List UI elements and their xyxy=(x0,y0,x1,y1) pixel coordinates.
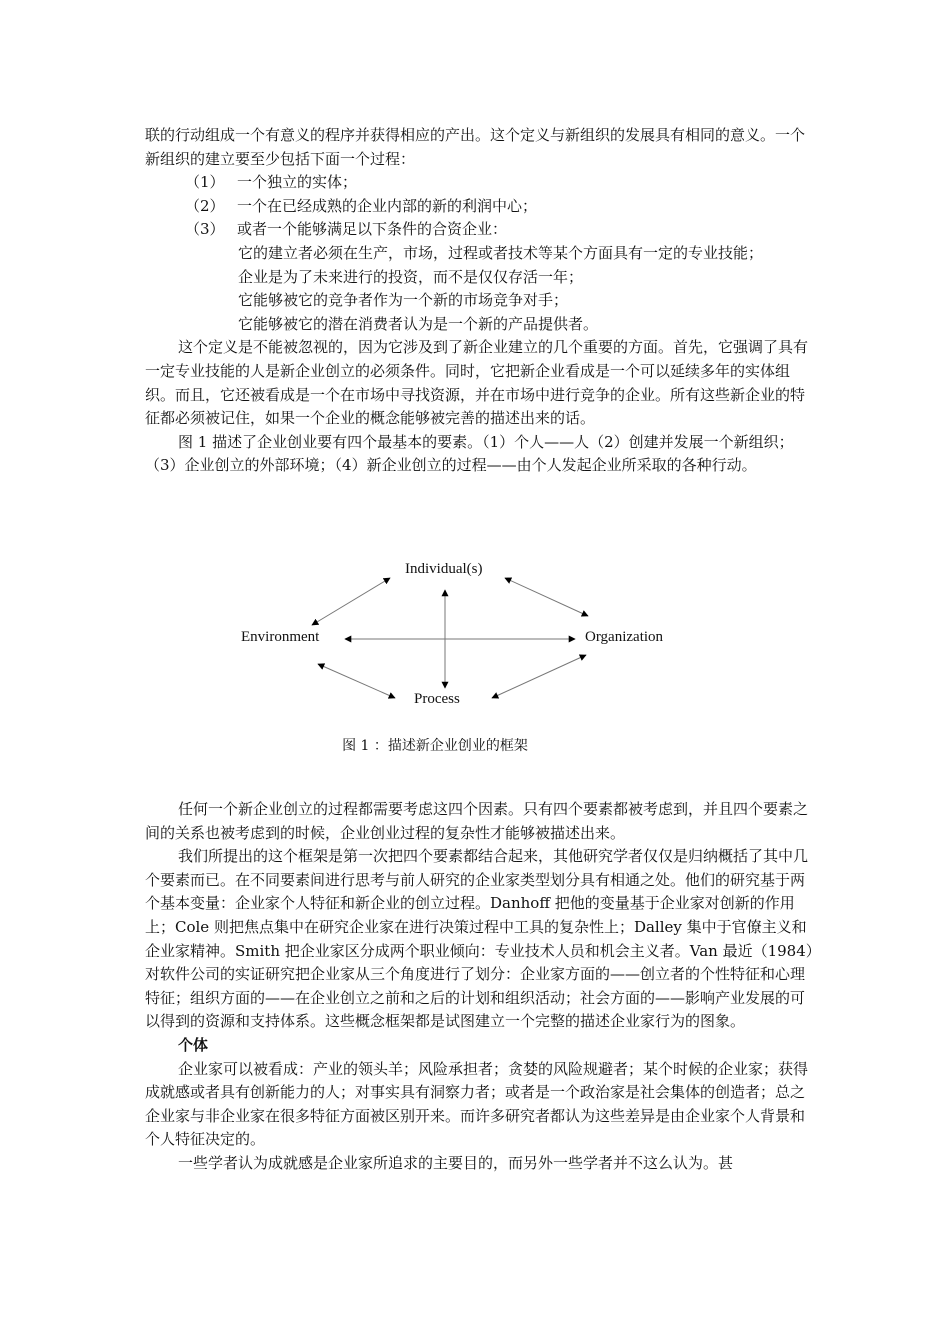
individual-label: Individual(s) xyxy=(405,561,483,577)
body-paragraph: 任何一个新企业创立的过程都需要考虑这四个因素。只有四个要素都被考虑到，并且四个要素之间的关系也被考虑到的时候，企业创业过程的复杂性才能够被描述出来。 xyxy=(145,800,809,842)
conditions-list xyxy=(145,242,815,336)
list-item: （3） 或者一个能够满足以下条件的合资企业： xyxy=(185,220,508,239)
list-item: （2） 一个在已经成熟的企业内部的新的利润中心； xyxy=(185,196,538,215)
body-paragraph: 这个定义是不能被忽视的，因为它涉及到了新企业建立的几个重要的方面。首先，它强调了具有一定专业技能的人是新企业创立的必须条件。同时，它把新企业看成是一个可以延续多年的实体组织。而且，它还被看成是一个在市场中寻找资源，并在市场中进行竞争的企业。所有这些新企业的特征都必须被记住，如果一个企业的概念能够被完善的描述出来的话。 xyxy=(145,338,809,428)
process-list xyxy=(145,171,815,242)
lower-text xyxy=(145,798,815,1176)
arrow-individual-organization xyxy=(505,578,588,616)
framework-figure xyxy=(230,558,690,708)
list-item: （1） 一个独立的实体； xyxy=(185,173,358,192)
body-paragraph: 图 1 描述了企业创业要有四个最基本的要素。（1）个人——人（2）创建并发展一个新组织；（3）企业创立的外部环境；（4）新企业创立的过程——由个人发起企业所采取的各种行动。 xyxy=(145,432,794,475)
arrow-individual-environment xyxy=(312,578,390,625)
figure-caption: 图 1 ：描述新企业创业的框架 xyxy=(342,738,528,754)
arrow-organization-process xyxy=(492,655,586,698)
process-label: Process xyxy=(414,691,460,707)
section-heading: 个体 xyxy=(178,1035,209,1054)
condition-item: 它能够被它的竞争者作为一个新的市场竞争对手； xyxy=(238,291,569,310)
arrow-environment-process xyxy=(318,664,395,698)
condition-item: 它的建立者必须在生产，市场，过程或者技术等某个方面具有一定的专业技能； xyxy=(238,243,764,262)
body-paragraph: 一些学者认为成就感是企业家所追求的主要目的，而另外一些学者并不这么认为。甚 xyxy=(178,1153,734,1172)
organization-label: Organization xyxy=(585,629,664,645)
intro-paragraph: 联的行动组成一个有意义的程序并获得相应的产出。这个定义与新组织的发展具有相同的意义。一个新组织的建立要至少包括下面一个过程： xyxy=(145,126,806,168)
condition-item: 企业是为了未来进行的投资，而不是仅仅存活一年； xyxy=(238,267,584,286)
environment-label: Environment xyxy=(241,629,320,645)
body-paragraph: 我们所提出的这个框架是第一次把四个要素都结合起来，其他研究学者仅仅是归纳概括了其中几个要素而已。在不同要素间进行思考与前人研究的企业家类型划分具有相通之处。他们的研究基于两个基本变量：企业家个人特征和新企业的创立过程。Danhoff 把他的变量基于企业家对创新的作用上；Cole 则把焦点集中在研究企业家在进行决策过程中工具的复杂性上；Dalley 集中于官僚主义和企业家精神。Smith 把企业家区分成两个职业倾向：专业技术人员和机会主义者。Van 最近（1984）对软件公司的实证研究把企业家从三个角度进行了划分：企业家方面的——创立者的个性特征和心理特征；组织方面的——在企业创立之前和之后的计划和组织活动；社会方面的——影响产业发展的可以得到的资源和支持体系。这些概念框架都是试图建立一个完整的描述企业家行为的图象。 xyxy=(145,847,814,1031)
body-paragraph: 企业家可以被看成：产业的领头羊；风险承担者；贪婪的风险规避者；某个时候的企业家；获得成就感或者具有创新能力的人；对事实具有洞察力者；或者是一个政治家是社会集体的创造者；总之企业家与非企业家在很多特征方面被区别开来。而许多研究者都认为这些差异是由企业家个人背景和个人特征决定的。 xyxy=(145,1059,809,1149)
condition-item: 它能够被它的潜在消费者认为是一个新的产品提供者。 xyxy=(238,314,599,333)
upper-text xyxy=(145,124,815,478)
